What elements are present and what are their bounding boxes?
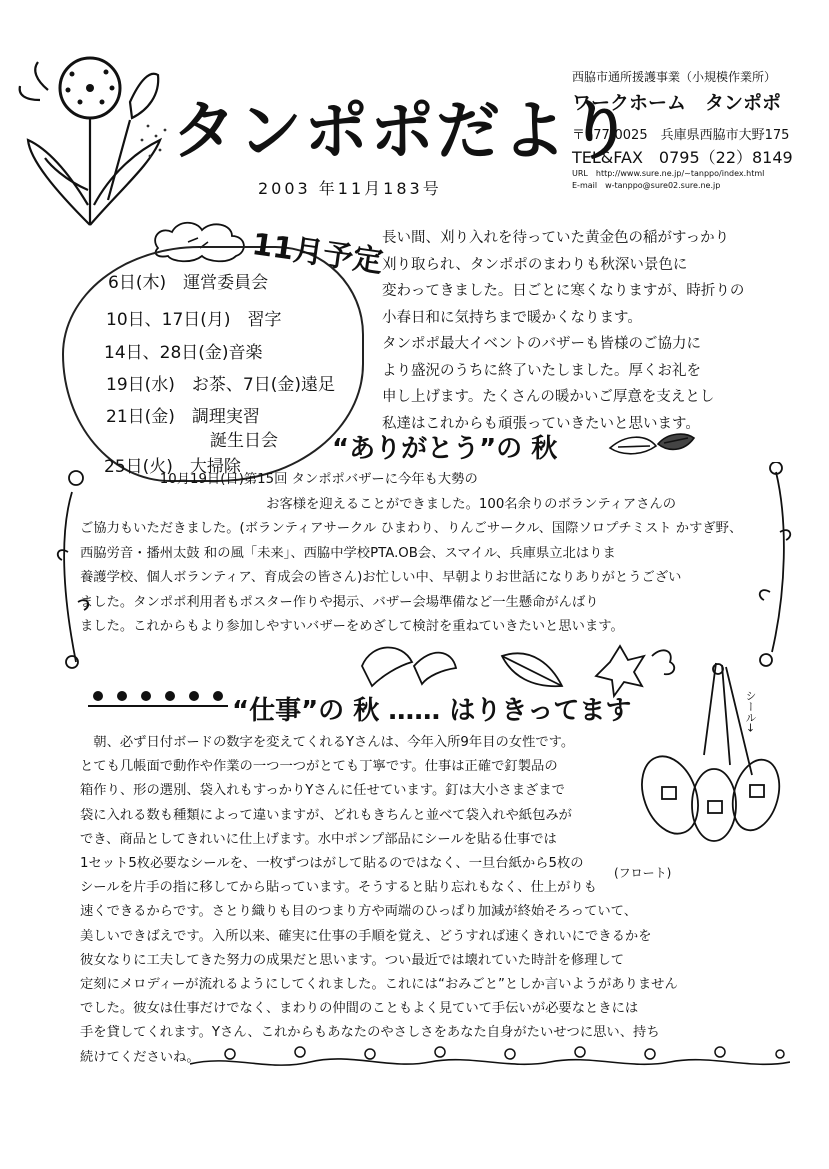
- work-autumn-heading: “仕事”の 秋 …… はりきってます: [232, 696, 632, 726]
- issue-number: 2003 年11月183号: [258, 179, 442, 198]
- newsletter-title: タンポポだより: [172, 95, 634, 169]
- dandelion-illustration: [10, 40, 175, 230]
- schedule-title: 11月予定: [249, 226, 386, 280]
- intro-line: タンポポ最大イベントのバザーも皆様のご協力に: [382, 336, 701, 352]
- work-line: 彼女なりに工夫してきた努力の成果だと思います。つい最近では壊れていた時計を修理して: [80, 952, 625, 968]
- intro-paragraph: [382, 225, 744, 437]
- leaves-decoration-icon: [606, 428, 696, 458]
- publisher-email: E-mail w-tanppo@sure02.sure.ne.jp: [572, 181, 721, 190]
- work-paragraph: [80, 731, 678, 1070]
- thanks-line: ました。これからもより参加しやすいバザーをめざして検討を重ねていきたいと思います。: [80, 619, 624, 634]
- work-line: でした。彼女は仕事だけでなく、まわりの仲間のこともよく見ていて手伝いが必要なときには: [80, 1001, 639, 1017]
- intro-line: 私達はこれからも頑張っていきたいと思います。: [382, 415, 700, 432]
- intro-line: 長い間、刈り入れを待っていた黄金色の稲がすっかり: [382, 230, 730, 246]
- schedule-item: 25日(火) 大掃除: [104, 457, 241, 477]
- work-line: でき、商品としてきれいに仕上げます。水中ポンプ部品にシールを貼る仕事では: [80, 831, 557, 847]
- publisher-org: 西脇市通所援護事業（小規模作業所）: [572, 70, 777, 84]
- work-line: シールを片手の指に移してから貼っています。そうすると貼り忘れもなく、仕上がりも: [80, 880, 597, 896]
- work-line: 袋に入れる数も種類によって違いますが、どれもきちんと並べて袋入れや紙包みが: [80, 807, 572, 823]
- work-line: 美しいできばえです。入所以来、確実に仕事の手順を覚え、どうすれば速くきれいにできるかを: [80, 928, 652, 944]
- intro-line: より盛況のうちに終了いたしました。厚くお礼を: [382, 362, 701, 379]
- thanks-line: お客様を迎えることができました。100名余りのボランティアさんの: [80, 496, 677, 512]
- thanks-autumn-heading: “ありがとう”の 秋: [332, 434, 558, 464]
- schedule-item: 誕生日会: [210, 431, 278, 451]
- work-line: 続けてくださいね。: [80, 1049, 200, 1065]
- publisher-name: ワークホーム タンポポ: [572, 92, 782, 114]
- work-line: 手を貸してくれます。Yさん、これからもあなたのやさしさをあなた自身がたいせつに思い、持ち: [80, 1025, 660, 1041]
- intro-line: 申し上げます。たくさんの暖かいご厚意を支えとし: [382, 389, 715, 405]
- thanks-line: ご協力もいただきました。(ボランティアサークル ひまわり、りんごサークル、国際ソロプチミスト かすぎ野、: [80, 521, 743, 536]
- thanks-line: 養護学校、個人ボランティア、育成会の皆さん)お忙しい中、早朝よりお世話になりありがとうござい: [80, 570, 682, 585]
- publisher-url: URL http://www.sure.ne.jp/~tanppo/index.html: [572, 169, 765, 178]
- bottom-flower-border-icon: [190, 1044, 790, 1074]
- thanks-line: 10月19日(日)第15回 タンポポバザーに今年も大勢の: [80, 472, 478, 487]
- schedule-item: 6日(木) 運営委員会: [108, 273, 269, 293]
- work-line: 朝、必ず日付ボードの数字を変えてくれるYさんは、今年入所9年目の女性です。: [80, 735, 575, 750]
- schedule-item: 21日(金) 調理実習: [106, 407, 260, 427]
- thanks-paragraph: [80, 468, 742, 640]
- publisher-tel: TEL&FAX 0795（22）8149: [572, 148, 793, 167]
- work-line: 定刻にメロディーが流れるようにしてくれました。これには“おみごと”としか言いようがありません: [80, 977, 678, 993]
- work-line: 箱作り、形の選別、袋入れもすっかりYさんに任せています。釘は大小さまざまで: [80, 783, 565, 799]
- schedule-item: 14日、28日(金)音楽: [104, 343, 263, 363]
- work-line: 速くできるからです。さとり織りも目のつまり方や両端のひっぱり加減が終始そろっていて、: [80, 904, 638, 920]
- publisher-address: 〒677-0025 兵庫県西脇市大野175: [572, 128, 790, 143]
- thanks-line: ました。タンポポ利用者もポスター作りや掲示、バザー会場準備など一生懸命がんばり: [80, 594, 599, 610]
- float-label: (フロート): [614, 866, 672, 880]
- seal-label: シール→: [744, 690, 757, 733]
- work-line: 1セット5枚必要なシールを、一枚ずつはがして貼るのではなく、一旦台紙から5枚の: [80, 856, 584, 872]
- intro-line: 刈り取られ、タンポポのまわりも秋深い景色に: [382, 256, 688, 273]
- thanks-line: 西脇労音・播州太鼓 和の風「未来」、西脇中学校PTA.OB会、スマイル、兵庫県立北はりま: [80, 545, 616, 561]
- intro-line: 小春日和に気持ちまで暖かくなります。: [382, 309, 642, 326]
- schedule-item: 10日、17日(月) 習字: [106, 310, 282, 330]
- flowers-divider-icon: [88, 686, 228, 710]
- intro-line: 変わってきました。日ごとに寒くなりますが、時折りの: [382, 283, 745, 299]
- work-line: とても几帳面で動作や作業の一つ一つがとても丁寧です。仕事は正確で釘製品の: [80, 759, 558, 775]
- schedule-item: 19日(水) お茶、7日(金)遠足: [106, 375, 335, 395]
